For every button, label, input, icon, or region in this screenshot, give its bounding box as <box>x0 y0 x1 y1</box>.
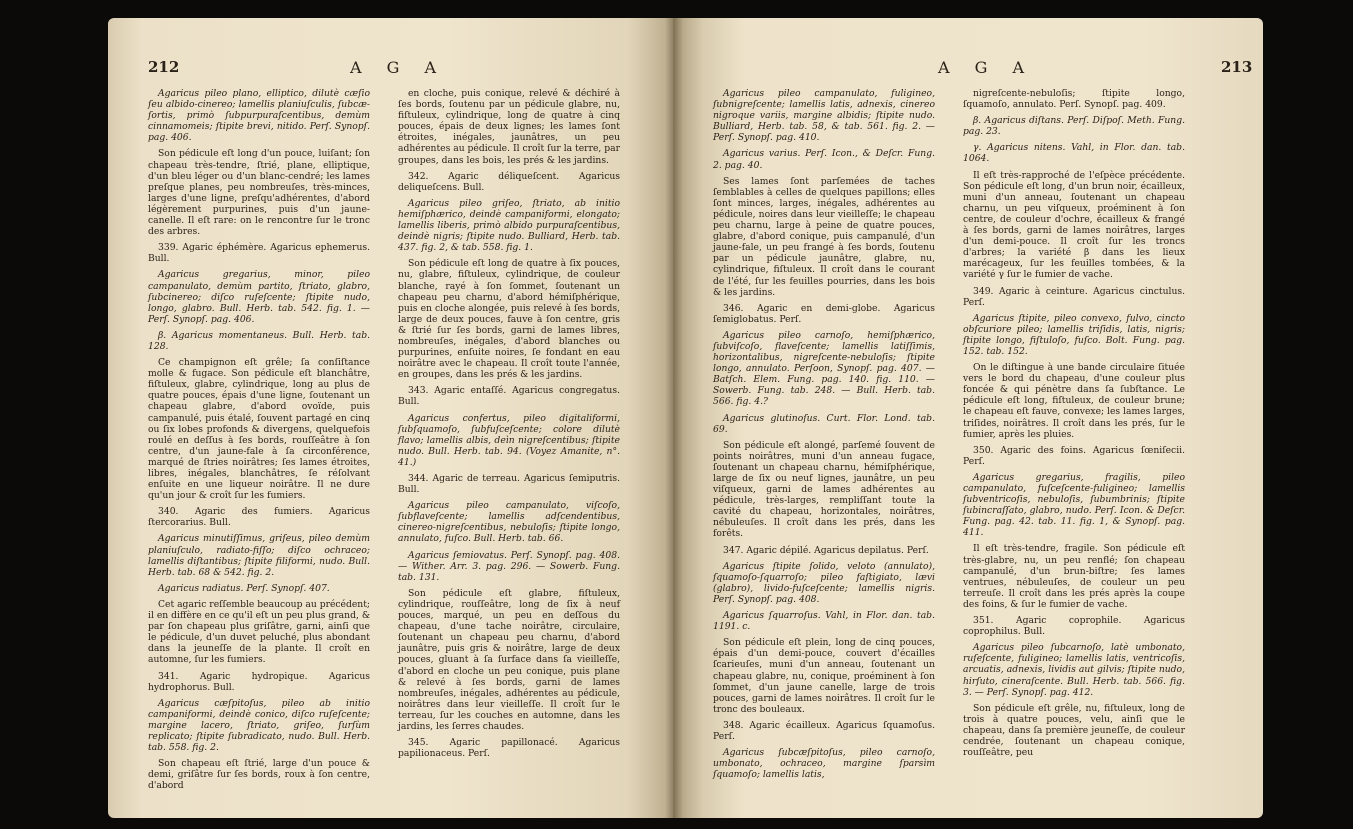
text-paragraph: Agaricus pileo griſeo, ſtriato, ab initio hemiſphærico, deindè campaniformi, elongato; lamellis liberis, primò albido purpuraſcentibus, deindè nigris; ſtipite nudo. Bulliard, Herb. tab. 437. fig. 2, & tab. 558. fig. 1. <box>398 197 620 254</box>
text-paragraph: Agaricus varius. Perſ. Icon., & Deſcr. Fung. 2. pag. 40. <box>713 148 935 171</box>
text-paragraph: Son pédicule eſt grêle, nu, fiſtuleux, long de trois à quatre pouces, velu, ainſi que le chapeau, dans ſa première jeuneſſe, de couleur cendrée, ſoutenant un chapeau conique, rouſſeâtre, peu <box>963 702 1185 759</box>
text-paragraph: 345. Agaric papillonacé. Agaricus papilionaceus. Perſ. <box>398 737 620 760</box>
text-paragraph: 341. Agaric hydropique. Agaricus hydrophorus. Bull. <box>148 670 370 693</box>
text-paragraph: 340. Agaric des fumiers. Agaricus ſtercorarius. Bull. <box>148 506 370 529</box>
text-paragraph: Son pédicule eſt long d'un pouce, luiſant; ſon chapeau très-tendre, ſtrié, plane, elliptique, d'un bleu léger ou d'un blanc-cendré; les lames preſque planes, peu nombreuſes, très-minces, larges d'une ligne, preſqu'adhérentes, d'abord légèrement purpurines, puis d'un jaune-canelle. Il eſt rare: on le rencontre ſur le tronc des arbres. <box>148 148 370 238</box>
text-paragraph: 347. Agaric dépilé. Agaricus depilatus. Perſ. <box>723 544 929 556</box>
text-paragraph: Il eſt très-tendre, fragile. Son pédicule eſt très-glabre, nu, un peu renflé; ſon chapeau campanulé, d'un brun-biſtre; ſes lames ventrues, nébuleuſes, de couleur un peu terreuſe. Il croît dans les prés après la coupe des foins, & ſur le fumier de vache. <box>963 543 1185 610</box>
text-paragraph: 346. Agaric en demi-globe. Agaricus ſemiglobatus. Perſ. <box>713 302 935 325</box>
text-paragraph: Son pédicule eſt plein, long de cinq pouces, épais d'un demi-pouce, couvert d'écailles ſcarieuſes, muni d'un anneau, ſoutenant un chapeau glabre, nu, conique, proéminent à ſon ſommet, d'un jaune canelle, large de trois pouces, garni de lames noirâtres. Il croît ſur le tronc des bouleaux. <box>713 637 935 715</box>
text-paragraph: Il eſt très-rapproché de l'eſpèce précédente. Son pédicule eſt long, d'un brun noir, écailleux, muni d'un anneau, ſoutenant un chapeau charnu, un peu viſqueux, proéminent à ſon centre, de couleur d'ochre, écailleux & frangé à ſes bords, garni de lames noirâtres, larges d'un demi-pouce. Il croît ſur les troncs d'arbres; la variété β dans les lieux marécageux, ſur les feuilles tombées, & la variété γ ſur le fumier de vache. <box>963 169 1185 281</box>
text-paragraph: On le diſtingue à une bande circulaire ſituée vers le bord du chapeau, d'une couleur plus foncée & qui pénètre dans ſa ſubſtance. Le pédicule eſt long, fiſtuleux, de couleur brune; le chapeau eſt fauve, convexe; les lames larges, triſides, noirâtres. Il croît dans les prés, ſur le fumier, après les pluies. <box>963 362 1186 440</box>
text-paragraph: Agaricus minutiſſimus, griſeus, pileo demùm planiuſculo, radiato-fiſſo; diſco ochraceo; lamellis diſtantibus; ſtipite filiformi, nudo. Bull. Herb. tab. 68 & 542. fig. 2. <box>148 533 370 578</box>
text-paragraph: Son pédicule eſt alongé, parſemé ſouvent de points noirâtres, muni d'un anneau fugace, ſoutenant un chapeau charnu, hémiſphérique, large de ſix ou neuf lignes, jaunâtre, un peu viſqueux, garni de lames adhérentes au pédicule, très-larges, rempliſſant toute la cavité du chapeau, horizontales, noirâtres, nébuleuſes. Il croît dans les prés, dans les forêts. <box>713 439 935 540</box>
text-paragraph: 343. Agaric entaſſé. Agaricus congregatus. Bull. <box>398 385 620 408</box>
text-paragraph: β. Agaricus diſtans. Perſ. Diſpoſ. Meth. Fung. pag. 23. <box>963 115 1185 138</box>
text-paragraph: Son pédicule eſt glabre, fiſtuleux, cylindrique, rouſſeâtre, long de ſix à neuf pouces, marqué, un peu en deſſous du chapeau, d'une tache noirâtre, circulaire, ſoutenant un chapeau peu charnu, d'abord jaunâtre, puis gris & noirâtre, large de deux pouces, gluant à ſa ſurface dans ſa vieilleſſe, d'abord en cloche un peu conique, puis plane & relevé à ſes bords, garni de lames nombreuſes, inégales, adhérentes au pédicule, noirâtres dans leur vieilleſſe. Il croît ſur le terreau, ſur les couches en automne, dans les jardins, les ſerres chaudes. <box>398 587 620 732</box>
right-page <box>673 18 1263 818</box>
text-paragraph: Agaricus ſtipite ſolido, veloto (annulato), ſquamoſo-ſquarroſo; pileo faſtigiato, lævi (glabro), livido-fuſceſcente; lamellis nigris. Perſ. Synopſ. pag. 408. <box>713 560 935 605</box>
text-paragraph: Agaricus ſemiovatus. Perſ. Synopſ. pag. 408. — Wither. Arr. 3. pag. 296. — Sowerb. Fung. tab. 131. <box>398 549 620 583</box>
text-paragraph: 344. Agaric de terreau. Agaricus ſemiputris. Bull. <box>398 473 620 496</box>
column-left <box>148 88 370 796</box>
text-paragraph: Agaricus pileo campanulato, viſcoſo, ſubflaveſcente; lamellis adſcendentibus, cinereo-nigreſcentibus, nebuloſis; ſtipite longo, annulato, fuſco. Bull. Herb. tab. 66. <box>398 500 620 545</box>
text-paragraph: Ce champignon eſt grêle; ſa conſiſtance molle & fugace. Son pédicule eſt blanchâtre, fiſtuleux, glabre, cylindrique, long au plus de quatre pouces, épais d'une ligne, ſoutenant un chapeau glabre, d'abord ovoïde, puis campanulé, puis étalé, ſouvent partagé en cinq ou ſix lobes profonds & divergens, quelquefois roulé en deſſus à ſes bords, rouſſeâtre à ſon centre, d'un jaune-fale à ſa circonférence, marqué de ſtries noirâtres; ſes lames étroites, libres, inégales, blanchâtres, ſe réſolvant enſuite en une liqueur noirâtre. Il ne dure qu'un jour & croît ſur les fumiers. <box>148 357 370 502</box>
text-paragraph: Agaricus ſubcæſpitoſus, pileo carnoſo, umbonato, ochraceo, margine ſparsìm ſquamoſo; lamellis latis, <box>713 747 935 781</box>
text-paragraph: 339. Agaric éphémère. Agaricus ephemerus. Bull. <box>148 242 370 265</box>
left-page <box>108 18 673 818</box>
text-paragraph: Son pédicule eſt long de quatre à ſix pouces, nu, glabre, fiſtuleux, cylindrique, de couleur blanche, rayé à ſon ſommet, ſoutenant un chapeau peu charnu, d'abord hémiſphérique, puis en cloche alongée, puis relevé à ſes bords, large de deux pouces, fauve à ſon centre, gris & ſtrié ſur ſes bords, garni de lames libres, nombreuſes, inégales, d'abord blanches ou purpurines, enſuite noires, ſe fondant en eau noirâtre avec le chapeau. Il croît toute l'année, en groupes, dans les prés & les jardins. <box>398 258 620 381</box>
text-paragraph: Agaricus ſquarroſus. Vahl, in Flor. dan. tab. 1191. c. <box>713 610 935 633</box>
text-paragraph: 348. Agaric écailleux. Agaricus ſquamoſus. Perſ. <box>713 719 935 742</box>
text-paragraph: Son chapeau eſt ſtrié, large d'un pouce & demi, griſâtre ſur ſes bords, roux à ſon centre, d'abord <box>148 758 370 792</box>
text-paragraph: nigreſcente-nebuloſis; ſtipite longo, ſquamoſo, annulato. Perſ. Synopſ. pag. 409. <box>963 88 1185 111</box>
running-head: A G A <box>938 58 1035 77</box>
text-paragraph: Agaricus confertus, pileo digitaliformi, ſubſquamoſo, ſubfuſceſcente; colore dilutè flavo; lamellis albis, deìn nigreſcentibus; ſtipite nudo. Bull. Herb. tab. 94. (Voyez Amanite, n°. 41.) <box>398 412 620 468</box>
text-paragraph: Agaricus pileo campanulato, fuligineo, ſubnigreſcente; lamellis latis, adnexis, cinereo nigroque variis, margine albidis; ſtipite nudo. Bulliard, Herb. tab. 58, & tab. 561. fig. 2. — Perſ. Synopſ. pag. 410. <box>713 88 935 144</box>
text-paragraph: β. Agaricus momentaneus. Bull. Herb. tab. 128. <box>148 329 370 352</box>
column-right <box>398 88 620 764</box>
page-number: 213 <box>1221 58 1253 76</box>
text-paragraph: Ses lames ſont parſemées de taches ſemblables à celles de quelques papillons; elles ſont minces, larges, inégales, adhérentes au pédicule, noires dans leur vieilleſſe; le chapeau peu charnu, large à peine de quatre pouces, glabre, d'abord conique, puis campanulé, d'un jaune-fale, un peu frangé à ſes bords, ſoutenu par un pédicule jaunâtre, glabre, nu, cylindrique, fiſtuleux. Il croît dans le courant de l'été, ſur les feuilles pourries, dans les bois & les jardins. <box>713 175 935 298</box>
page-number: 212 <box>148 58 180 76</box>
text-paragraph: Agaricus glutinoſus. Curt. Flor. Lond. tab. 69. <box>713 412 935 435</box>
running-head: A G A <box>350 58 447 77</box>
text-paragraph: en cloche, puis conique, relevé & déchiré à ſes bords, ſoutenu par un pédicule glabre, nu, fiſtuleux, cylindrique, long de quatre à cinq pouces, épais de deux lignes; les lames ſont étroites, inégales, jaunâtres, un peu adhérentes au pédicule. Il croît ſur la terre, par groupes, dans les bois, les prés & les jardins. <box>398 88 620 166</box>
text-paragraph: 350. Agaric des foins. Agaricus ſœniſecii. Perſ. <box>963 444 1185 467</box>
text-paragraph: 349. Agaric à ceinture. Agaricus cinctulus. Perſ. <box>963 285 1185 308</box>
text-paragraph: 342. Agaric déliqueſcent. Agaricus deliqueſcens. Bull. <box>398 170 620 193</box>
column-left <box>713 88 935 785</box>
text-paragraph: Agaricus pileo plano, elliptico, dilutè cæſio ſeu albido-cinereo; lamellis planiuſculis, ſubcæ-ſortis, primò ſubpurpuraſcentibus, demùm cinnamomeis; ſtipite brevi, nitido. Perſ. Synopſ. pag. 406. <box>148 88 370 144</box>
text-paragraph: Agaricus radiatus. Perſ. Synopſ. 407. <box>158 582 330 594</box>
text-paragraph: Agaricus gregarius, fragilis, pileo campanulato, fuſceſcente-fuligineo; lamellis ſubventricoſis, nebuloſis, ſubumbrinis; ſtipite ſubincraſſato, glabro, nudo. Perſ. Icon. & Deſcr. Fung. pag. 42. tab. 11. fig. 1, & Synopſ. pag. 411. <box>963 471 1185 539</box>
book-spread <box>108 18 1258 818</box>
text-paragraph: γ. Agaricus nitens. Vahl, in Flor. dan. tab. 1064. <box>963 142 1185 165</box>
column-right <box>963 88 1185 763</box>
text-paragraph: Agaricus pileo carnoſo, hemiſphærico, ſubviſcoſo, flaveſcente; lamellis latiſſimis, horizontalibus, nigreſcente-nebuloſis; ſtipite longo, annulato. Perſoon, Synopſ. pag. 407. — Batſch. Elem. Fung. pag. 140. fig. 110. — Sowerb. Fung. tab. 248. — Bull. Herb. tab. 566. fig. 4.? <box>713 329 935 408</box>
text-paragraph: Cet agaric reſſemble beaucoup au précédent; il en diffère en ce qu'il eſt un peu plus grand, & par ſon chapeau plus griſâtre, garni, ainſi que le pédicule, d'un duvet peluché, plus abondant dans la jeuneſſe de la plante. Il croît en automne, ſur les fumiers. <box>148 598 371 666</box>
text-paragraph: Agaricus cæſpitoſus, pileo ab initio campaniformi, deindè conico, diſco ruſeſcente; margine lacero, ſtriato, griſeo, ſurſùm replicato; ſtipite ſubradicato, nudo. Bull. Herb. tab. 558. fig. 2. <box>148 697 370 754</box>
book-gutter <box>665 18 683 818</box>
text-paragraph: Agaricus ſtipite, pileo convexo, fulvo, cincto obſcuriore pileo; lamellis triſidis, latis, nigris; ſtipite longo, fiſtuloſo, fuſco. Bolt. Fung. pag. 152. tab. 152. <box>963 312 1185 357</box>
text-paragraph: Agaricus gregarius, minor, pileo campanulato, demùm partito, ſtriato, glabro, ſubcinereo; diſco ruſeſcente; ſtipite nudo, longo, glabro. Bull. Herb. tab. 542. fig. 1. — Perſ. Synopſ. pag. 406. <box>148 269 370 325</box>
text-paragraph: 351. Agaric coprophile. Agaricus coprophilus. Bull. <box>963 615 1185 638</box>
text-paragraph: Agaricus pileo ſubcarnoſo, latè umbonato, ruſeſcente, fuligineo; lamellis latis, ventricoſis, arcuatis, adnexis, lividis aut gilvis; ſtipite nudo, hirſuto, cineraſcente. Bull. Herb. tab. 566. fig. 3. — Perſ. Synopſ. pag. 412. <box>963 642 1185 698</box>
